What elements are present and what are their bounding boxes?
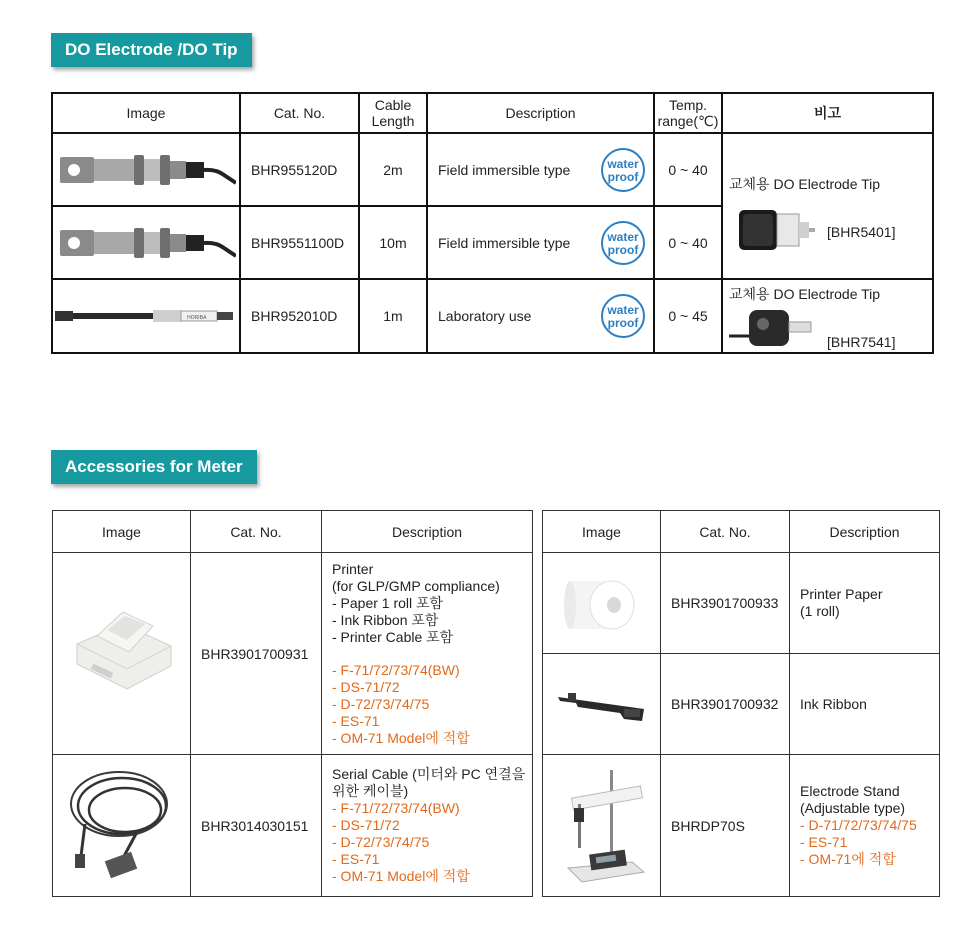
cat-no-cell: BHR3901700933 [661, 553, 790, 654]
header-image: Image [52, 93, 240, 133]
header-image: Image [53, 511, 191, 553]
serial-cable-image [67, 766, 177, 886]
lab-electrode-image [55, 301, 237, 331]
tip-code-2: [BHR7541] [827, 334, 896, 350]
length-cell: 1m [359, 279, 427, 353]
description-text: Laboratory use [438, 308, 532, 324]
waterproof-badge: water proof [601, 148, 645, 192]
stand-description: Electrode Stand (Adjustable type) - D-71/72/73/74/75 - ES-71 - OM-71에 적합 [790, 755, 940, 897]
header-description: Description [790, 511, 940, 553]
electrode-image [52, 206, 240, 279]
printer-description: Printer (for GLP/GMP compliance) - Paper 1 roll 포함 - Ink Ribbon 포함 - Printer Cable 포함 - F-71/72/73/74(BW) - DS-71/72 - D-72/73/74/75 - ES-71 - OM-71 Model에 적합 [322, 553, 533, 755]
paper-image-cell [543, 553, 661, 654]
electrode-stand-image [552, 764, 652, 888]
description-text: Field immersible type [438, 234, 571, 251]
section-title-do-electrode: DO Electrode /DO Tip [51, 33, 252, 67]
table-row [52, 133, 933, 206]
length-cell: 10m [359, 206, 427, 279]
tip-label-2: 교체용 DO Electrode Tip [729, 286, 881, 302]
cat-no-cell: BHR955120D [240, 133, 359, 206]
printer-image [67, 594, 177, 714]
ribbon-image-cell [543, 654, 661, 755]
header-bigo: 비고 [722, 93, 933, 133]
electrode-image [52, 133, 240, 206]
header-cable-length: Cable Length [359, 93, 427, 133]
temp-cell: 0 ~ 45 [654, 279, 722, 353]
cat-no-cell: BHR3014030151 [191, 755, 322, 897]
field-electrode-image [56, 145, 236, 195]
length-cell: 2m [359, 133, 427, 206]
tip-label-1: 교체용 DO Electrode Tip [729, 176, 881, 192]
description-cell [427, 133, 654, 206]
waterproof-badge: water proof [601, 294, 645, 338]
table-header-row [52, 93, 933, 133]
header-temp-range: Temp. range(℃) [654, 93, 722, 133]
table-header-row [53, 511, 940, 553]
accessories-table [52, 510, 940, 897]
do-tip-image-1 [737, 202, 817, 256]
table-row [53, 553, 940, 654]
header-image: Image [543, 511, 661, 553]
tip-code-1: [BHR5401] [827, 224, 896, 240]
field-electrode-image [56, 218, 236, 268]
temp-cell: 0 ~ 40 [654, 133, 722, 206]
svg-text:HORIBA: HORIBA [187, 315, 207, 321]
description-cell [427, 279, 654, 353]
description-text: Field immersible type [438, 161, 571, 178]
cat-no-cell: BHR3901700931 [191, 553, 322, 755]
header-description: Description [322, 511, 533, 553]
serial-cable-image-cell [53, 755, 191, 897]
stand-image-cell [543, 755, 661, 897]
header-cat-no: Cat. No. [240, 93, 359, 133]
serial-description: Serial Cable (미터와 PC 연결을 위한 케이블) - F-71/72/73/74(BW) - DS-71/72 - D-72/73/74/75 - ES-71 - OM-71 Model에 적합 [322, 755, 533, 897]
header-cat-no: Cat. No. [191, 511, 322, 553]
tip-note-cell-2 [722, 279, 933, 353]
printer-paper-image [562, 563, 642, 643]
ribbon-description: Ink Ribbon [790, 654, 940, 755]
printer-image-cell [53, 553, 191, 755]
table-row [52, 279, 933, 353]
cat-no-cell: BHRDP70S [661, 755, 790, 897]
section-title-accessories: Accessories for Meter [51, 450, 257, 484]
header-cat-no: Cat. No. [661, 511, 790, 553]
electrode-image [52, 279, 240, 353]
cat-no-cell: BHR3901700932 [661, 654, 790, 755]
table-row [53, 755, 940, 897]
cat-no-cell: BHR952010D [240, 279, 359, 353]
header-description: Description [427, 93, 654, 133]
do-tip-image-2 [729, 302, 817, 352]
tip-note-cell-1 [722, 133, 933, 279]
waterproof-badge: water proof [601, 221, 645, 265]
paper-description: Printer Paper (1 roll) [790, 553, 940, 654]
cat-no-cell: BHR9551100D [240, 206, 359, 279]
do-electrode-table [51, 92, 934, 354]
temp-cell: 0 ~ 40 [654, 206, 722, 279]
description-cell [427, 206, 654, 279]
ink-ribbon-image [554, 679, 650, 729]
